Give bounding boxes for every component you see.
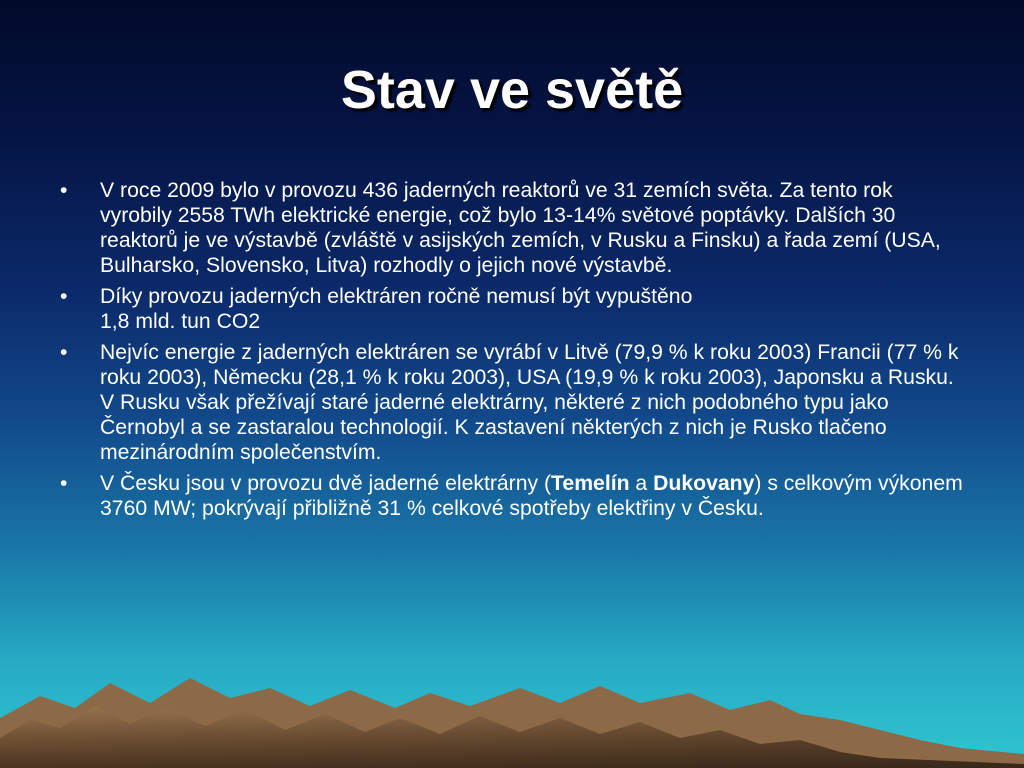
bullet-list — [60, 178, 965, 527]
bullet-item — [60, 284, 965, 334]
bullet-text: a — [629, 472, 654, 495]
bullet-item — [60, 340, 965, 465]
bullet-bold-term: Dukovany — [653, 472, 755, 495]
mountain-range-decoration — [0, 648, 1024, 768]
bullet-text: V roce 2009 bylo v provozu 436 jaderných reaktorů ve 31 zemích světa. Za tento rok vyrobily 2558 TWh elektrické energie, což bylo 13-14% světové poptávky. Dalších 30 reaktorů je ve výstavbě (zvláště v asijských zemích, v Rusku a Finsku) a řada zemí (USA, Bulharsko, Slovensko, Litva) rozhodly o jejich nové výstavbě. — [100, 179, 941, 277]
bullet-marker: • — [60, 472, 68, 495]
bullet-item — [60, 471, 965, 521]
bullet-text: ) s celkovým výkonem 3760 MW; pokrývají přibližně 31 % celkové spotřeby elektřiny v Česku. — [100, 472, 963, 520]
bullet-text-line: 1,8 mld. tun CO2 — [100, 310, 261, 333]
bullet-text: Nejvíc energie z jaderných elektráren se vyrábí v Litvě (79,9 % k roku 2003) Francii (77 % k roku 2003), Německu (28,1 % k roku 2003), USA (19,9 % k roku 2003), Japonsku a Rusku. V Rusku však přežívají staré jaderné elektrárny, některé z nich podobného typu jako Černobyl a se zastaralou technologií. K zastavení některých z nich je Rusko tlačeno mezinárodním společenstvím. — [100, 341, 959, 464]
bullet-marker: • — [60, 285, 68, 308]
bullet-text-line: Díky provozu jaderných elektráren ročně nemusí být vypuštěno — [100, 285, 693, 308]
slide-title: Stav ve světě — [340, 60, 684, 120]
bullet-text: V Česku jsou v provozu dvě jaderné elektrárny ( — [100, 472, 552, 495]
bullet-item — [60, 178, 965, 278]
bullet-marker: • — [60, 341, 68, 364]
bullet-marker: • — [60, 179, 68, 202]
bullet-bold-term: Temelín — [551, 472, 630, 495]
